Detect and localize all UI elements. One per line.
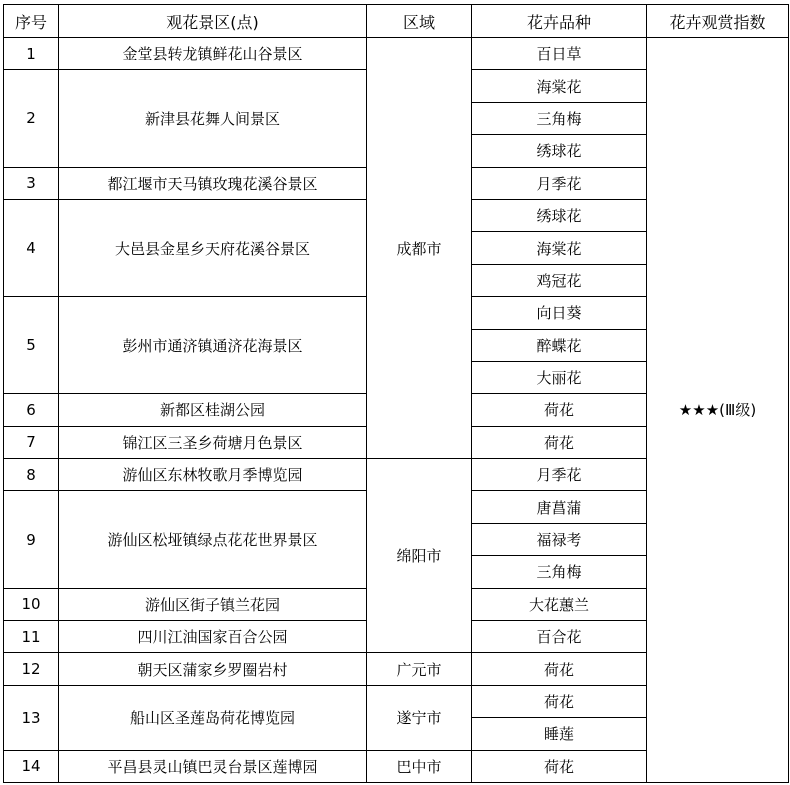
site-cell: 都江堰市天马镇玫瑰花溪谷景区	[59, 167, 367, 199]
flower-cell: 大丽花	[472, 361, 647, 393]
site-cell: 新都区桂湖公园	[59, 394, 367, 426]
seq-cell: 13	[4, 685, 59, 750]
seq-cell: 4	[4, 199, 59, 296]
region-cell-guangyuan: 广元市	[367, 653, 472, 685]
flower-cell: 月季花	[472, 167, 647, 199]
site-cell: 游仙区松垭镇绿点花花世界景区	[59, 491, 367, 588]
region-cell-mianyang: 绵阳市	[367, 459, 472, 653]
seq-cell: 1	[4, 38, 59, 70]
flower-cell: 醉蝶花	[472, 329, 647, 361]
seq-cell: 10	[4, 588, 59, 620]
header-flower: 花卉品种	[472, 5, 647, 38]
flower-cell: 三角梅	[472, 556, 647, 588]
site-cell: 大邑县金星乡天府花溪谷景区	[59, 199, 367, 296]
site-cell: 四川江油国家百合公园	[59, 621, 367, 653]
region-cell-suining: 遂宁市	[367, 685, 472, 750]
header-row	[4, 5, 789, 38]
region-cell-bazhong: 巴中市	[367, 750, 472, 782]
flower-cell: 月季花	[472, 459, 647, 491]
site-cell: 船山区圣莲岛荷花博览园	[59, 685, 367, 750]
flower-cell: 百合花	[472, 621, 647, 653]
flower-cell: 海棠花	[472, 232, 647, 264]
flower-cell: 三角梅	[472, 102, 647, 134]
seq-cell: 6	[4, 394, 59, 426]
seq-cell: 2	[4, 70, 59, 167]
flower-cell: 唐菖蒲	[472, 491, 647, 523]
flower-cell: 荷花	[472, 750, 647, 782]
site-cell: 彭州市通济镇通济花海景区	[59, 297, 367, 394]
flower-cell: 荷花	[472, 394, 647, 426]
site-cell: 朝天区蒲家乡罗圈岩村	[59, 653, 367, 685]
header-region: 区域	[367, 5, 472, 38]
flower-cell: 睡莲	[472, 718, 647, 750]
seq-cell: 5	[4, 297, 59, 394]
flower-viewing-table	[3, 4, 789, 783]
seq-cell: 7	[4, 426, 59, 458]
seq-cell: 8	[4, 459, 59, 491]
flower-cell: 荷花	[472, 685, 647, 717]
site-cell: 平昌县灵山镇巴灵台景区莲博园	[59, 750, 367, 782]
site-cell: 金堂县转龙镇鲜花山谷景区	[59, 38, 367, 70]
flower-cell: 荷花	[472, 426, 647, 458]
flower-cell: 向日葵	[472, 297, 647, 329]
table-row	[4, 38, 789, 70]
header-index: 花卉观赏指数	[647, 5, 789, 38]
seq-cell: 3	[4, 167, 59, 199]
site-cell: 游仙区东林牧歌月季博览园	[59, 459, 367, 491]
site-cell: 游仙区街子镇兰花园	[59, 588, 367, 620]
flower-cell: 大花蕙兰	[472, 588, 647, 620]
site-cell: 锦江区三圣乡荷塘月色景区	[59, 426, 367, 458]
flower-cell: 海棠花	[472, 70, 647, 102]
site-cell: 新津县花舞人间景区	[59, 70, 367, 167]
seq-cell: 14	[4, 750, 59, 782]
flower-cell: 荷花	[472, 653, 647, 685]
seq-cell: 9	[4, 491, 59, 588]
rating-cell: ★★★(Ⅲ级)	[647, 38, 789, 783]
flower-cell: 绣球花	[472, 135, 647, 167]
flower-cell: 绣球花	[472, 199, 647, 231]
header-site: 观花景区(点)	[59, 5, 367, 38]
flower-cell: 福禄考	[472, 523, 647, 555]
seq-cell: 11	[4, 621, 59, 653]
region-cell-chengdu: 成都市	[367, 38, 472, 459]
seq-cell: 12	[4, 653, 59, 685]
flower-cell: 鸡冠花	[472, 264, 647, 296]
header-seq: 序号	[4, 5, 59, 38]
flower-cell: 百日草	[472, 38, 647, 70]
